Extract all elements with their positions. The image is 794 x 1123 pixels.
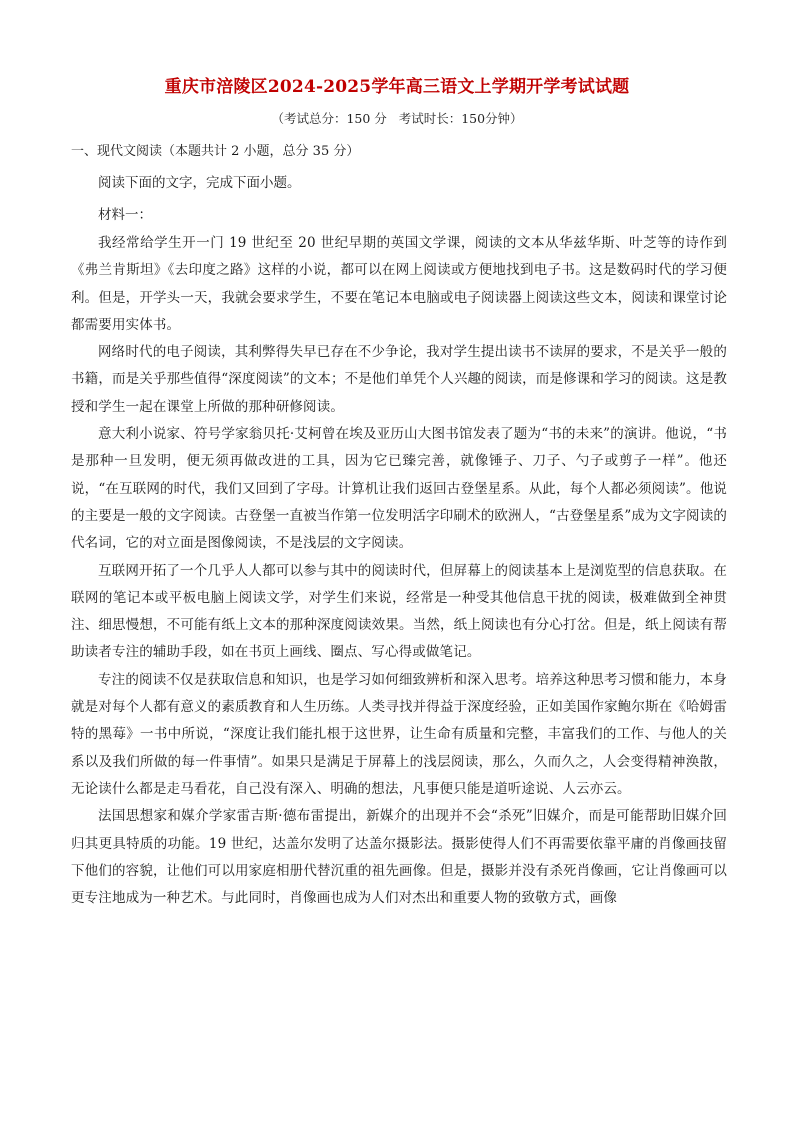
passage-body bbox=[71, 230, 727, 912]
section-heading: 一、现代文阅读（本题共计 2 小题，总分 35 分） bbox=[71, 144, 360, 159]
reading-instruction: 阅读下面的文字，完成下面小题。 bbox=[98, 175, 301, 191]
passage-paragraph: 网络时代的电子阅读，其利弊得失早已存在不少争论，我对学生提出读书不读屏的要求，不是关乎一般的书籍，而是关乎那些值得“深度阅读”的文本；不是他们单凭个人兴趣的阅读，而是修课和学习的阅读。这是教授和学生一起在课堂上所做的那种研修阅读。 bbox=[71, 344, 727, 415]
material-label: 材料一： bbox=[98, 207, 152, 223]
passage-paragraph: 互联网开拓了一个几乎人人都可以参与其中的阅读时代，但屏幕上的阅读基本上是浏览型的信息获取。在联网的笔记本或平板电脑上阅读文学，对学生们来说，经常是一种受其他信息干扰的阅读，极难做到全神贯注、细思慢想，不可能有纸上文本的那种深度阅读效果。当然，纸上阅读也有分心打岔。但是，纸上阅读有帮助读者专注的辅助手段，如在书页上画线、圈点、写心得或做笔记。 bbox=[71, 562, 727, 661]
exam-info-subtitle: （考试总分：150 分 考试时长：150分钟） bbox=[271, 111, 523, 126]
passage-paragraph: 专注的阅读不仅是获取信息和知识，也是学习如何细致辨析和深入思考。培养这种思考习惯和能力，本身就是对每个人都有意义的素质教育和人生历练。人类寻找并得益于深度经验，正如美国作家鲍尔斯在《哈姆雷特的黑莓》一书中所说，“深度让我们能扎根于这世界，让生命有质量和完整，丰富我们的工作、与他人的关系以及我们所做的每一件事情”。如果只是满足于屏幕上的浅层阅读，那么，久而久之，人会变得精神涣散，无论读什么都是走马看花，自己没有深入、明确的想法，凡事便只能是道听途说、人云亦云。 bbox=[71, 671, 727, 797]
passage-paragraph: 意大利小说家、符号学家翁贝托·艾柯曾在埃及亚历山大图书馆发表了题为“书的未来”的演讲。他说，“书是那种一旦发明，便无须再做改进的工具，因为它已臻完善，就像锤子、刀子、勺子或剪子一样”。他还说，“在互联网的时代，我们又回到了字母。计算机让我们返回古登堡星系。从此，每个人都必须阅读”。他说的主要是一般的文字阅读。古登堡一直被当作第一位发明活字印刷术的欧洲人，“古登堡星系”成为文字阅读的代名词，它的对立面是图像阅读，不是浅层的文字阅读。 bbox=[71, 426, 727, 552]
passage-paragraph: 我经常给学生开一门 19 世纪至 20 世纪早期的英国文学课，阅读的文本从华兹华斯、叶芝等的诗作到《弗兰肯斯坦》《去印度之路》这样的小说，都可以在网上阅读或方便地找到电子书。这是数码时代的学习便利。但是，开学头一天，我就会要求学生，不要在笔记本电脑或电子阅读器上阅读这些文本，阅读和课堂讨论都需要用实体书。 bbox=[71, 235, 727, 333]
passage-paragraph: 法国思想家和媒介学家雷吉斯·德布雷提出，新媒介的出现并不会“杀死”旧媒介，而是可能帮助旧媒介回归其更具特质的功能。19 世纪，达盖尔发明了达盖尔摄影法。摄影使得人们不再需要依靠平庸的肖像画技留下他们的容貌，让他们可以用家庭相册代替沉重的祖先画像。但是，摄影并没有杀死肖像画，它让肖像画可以更专注地成为一种艺术。与此同时，肖像画也成为人们对杰出和重要人物的致敬方式，画像 bbox=[71, 808, 727, 907]
document-title: 重庆市涪陵区2024-2025学年高三语文上学期开学考试试题 bbox=[164, 77, 630, 97]
